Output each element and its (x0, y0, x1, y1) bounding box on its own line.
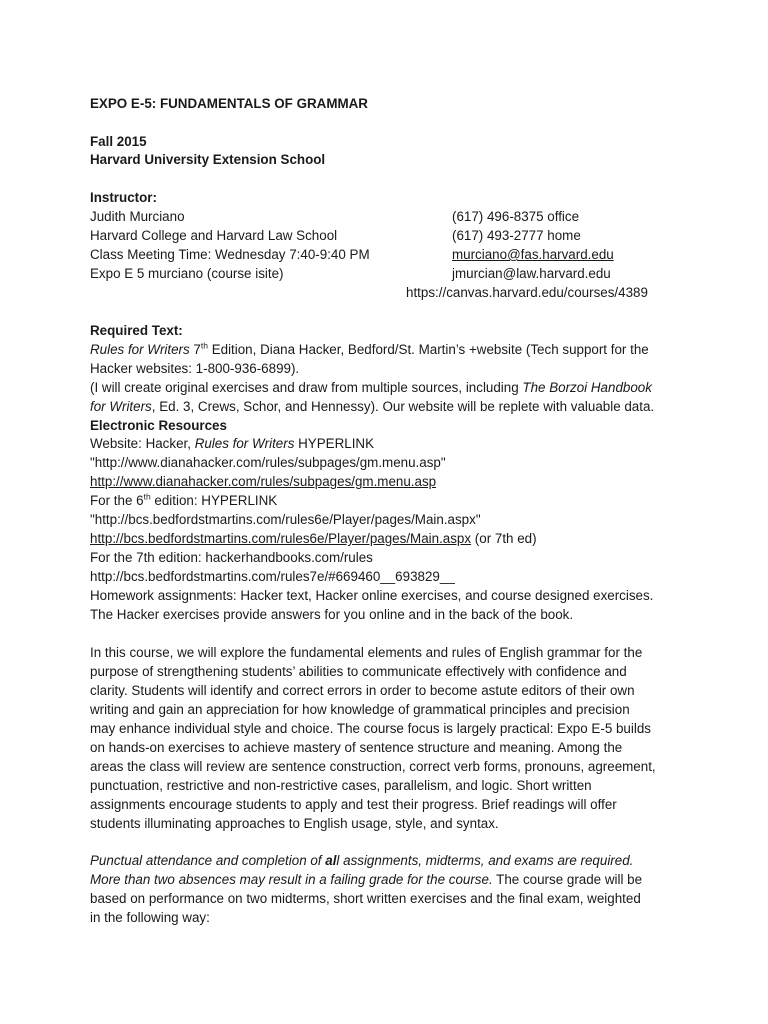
book-details: Edition, Diana Hacker, Bedford/St. Martin’s +website (Tech support for the (207, 342, 649, 357)
ed7-line: For the 7th edition: hackerhandbooks.com/rules (90, 550, 373, 565)
attendance-all-emphasis: al (325, 853, 337, 868)
book-edition-num: 7 (189, 342, 201, 357)
website-line (90, 435, 374, 453)
canvas-url: https://canvas.harvard.edu/courses/4389 (406, 285, 648, 300)
class-meeting-time: Class Meeting Time: Wednesday 7:40-9:40 PM (90, 247, 370, 262)
home-phone: (617) 493-2777 home (452, 228, 581, 243)
ed6-link[interactable]: http://bcs.bedfordstmartins.com/rules6e/Player/pages/Main.aspx (90, 531, 472, 546)
ed6-line (90, 492, 277, 510)
attendance-line2 (90, 871, 642, 889)
gm-menu-quoted: "http://www.dianahacker.com/rules/subpages/gm.menu.asp" (90, 455, 446, 470)
description-line: writing and gain an appreciation for how knowledge of grammatical principles and precision (90, 702, 630, 717)
homework-line2: The Hacker exercises provide answers for you online and in the back of the book. (90, 607, 574, 622)
description-line: purpose of strengthening students’ abilities to communicate effectively with confidence and (90, 664, 627, 679)
course-site: Expo E 5 murciano (course isite) (90, 266, 284, 281)
ed7-url: http://bcs.bedfordstmartins.com/rules7e/#669460__693829__ (90, 569, 455, 584)
book-title: Rules for Writers (90, 342, 190, 357)
course-title: EXPO E-5: FUNDAMENTALS OF GRAMMAR (90, 96, 368, 111)
attendance-line1-b: l assignments, midterms, and exams are required. (336, 853, 634, 868)
attendance-line1-a: Punctual attendance and completion of (90, 853, 326, 868)
homework-line1: Homework assignments: Hacker text, Hacker online exercises, and course designed exercises. (90, 588, 654, 603)
tech-support-line: Hacker websites: 1-800-936-6899). (90, 361, 300, 376)
borzoi-title-b: for Writers (90, 399, 152, 414)
materials-note-line2 (90, 398, 654, 416)
book-edition-sup: th (200, 340, 208, 351)
borzoi-title-a: The Borzoi Handbook (522, 380, 652, 395)
attendance-line4: in the following way: (90, 910, 210, 925)
ed6-note: (or 7th ed) (471, 531, 537, 546)
attendance-line3: based on performance on two midterms, short written exercises and the final exam, weighted (90, 891, 641, 906)
description-line: punctuation, restrictive and non-restrictive cases, parallelism, and logic. Short written (90, 778, 592, 793)
description-line: areas the class will review are sentence construction, correct verb forms, pronouns, agreement, (90, 759, 656, 774)
office-phone: (617) 496-8375 office (452, 209, 580, 224)
materials-note-line1 (90, 379, 652, 397)
description-line: In this course, we will explore the fundamental elements and rules of English grammar for the (90, 645, 643, 660)
instructor-heading: Instructor: (90, 190, 157, 205)
ed6-prefix: For the 6 (90, 493, 144, 508)
ed6-quoted: "http://bcs.bedfordstmartins.com/rules6e/Player/pages/Main.aspx" (90, 512, 481, 527)
description-line: students illuminating approaches to English usage, style, and syntax. (90, 816, 499, 831)
ed6-suffix: edition: HYPERLINK (150, 493, 278, 508)
email-fas-link[interactable]: murciano@fas.harvard.edu (452, 247, 614, 262)
attendance-line1 (90, 852, 633, 870)
ed6-link-line (90, 530, 537, 548)
website-title: Rules for Writers (194, 436, 295, 451)
instructor-name: Judith Murciano (90, 209, 185, 224)
required-text-heading: Required Text: (90, 323, 183, 338)
materials-note-start: (I will create original exercises and draw from multiple sources, including (90, 380, 523, 395)
description-line: assignments encourage students to apply and test their progress. Brief readings will offer (90, 797, 617, 812)
ed6-sup: th (143, 491, 151, 502)
instructor-affiliation: Harvard College and Harvard Law School (90, 228, 338, 243)
website-suffix: HYPERLINK (294, 436, 375, 451)
materials-note-end: , Ed. 3, Crews, Schor, and Hennessy). Our website will be replete with valuable data. (151, 399, 655, 414)
description-line: on hands-on exercises to achieve mastery of sentence structure and meaning. Among the (90, 740, 623, 755)
gm-menu-link[interactable]: http://www.dianahacker.com/rules/subpages/gm.menu.asp (90, 474, 437, 489)
required-book-line (90, 341, 649, 359)
term: Fall 2015 (90, 134, 147, 149)
school-name: Harvard University Extension School (90, 152, 326, 167)
absence-warning: More than two absences may result in a failing grade for the course. (90, 872, 493, 887)
grade-intro: The course grade will be (492, 872, 643, 887)
website-prefix: Website: Hacker, (90, 436, 195, 451)
description-line: clarity. Students will identify and correct errors in order to become astute editors of their own (90, 683, 635, 698)
email-law: jmurcian@law.harvard.edu (452, 266, 611, 281)
electronic-resources-heading: Electronic Resources (90, 418, 227, 433)
description-line: may enhance individual style and choice. The course focus is largely practical: Expo E-5 builds (90, 721, 651, 736)
